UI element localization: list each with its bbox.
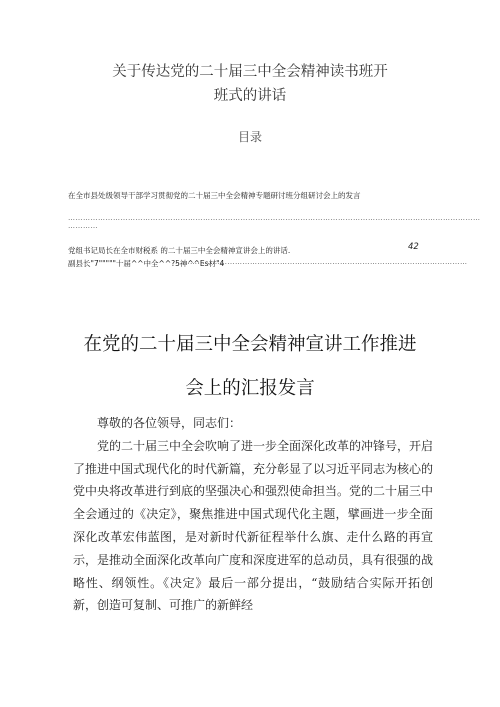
toc-leader-dots: …………………………………………………………………………………………………………………………………………………: [68, 214, 481, 222]
toc-page-number: 42: [408, 242, 419, 252]
body-paragraph: 党的二十届三中全会吹响了进一步全面深化改革的冲锋号，开启了推进中国式现代化的时代新篇，充分彰显了以习近平同志为核心的党中央将改革进行到底的坚强决心和强烈使命担当。党的二十届三中全会通过的《决定》，聚焦推进中国式现代化主题，擘画进一步全面深化改革宏伟蓝图，是对新时代新征程举什么旗、走什么路的再宣示，是推动全面深化改革向广度和深度进军的总动员，具有很强的战略性、纲领性。《决定》最后一部分提出，“鼓励结合实际开拓创新，创造可复制、可推广的新鲜经: [73, 438, 434, 613]
document-title-line: 班式的讲话: [213, 88, 287, 104]
section-title: [30, 323, 470, 411]
section-title-line: 在党的二十届三中全会精神宣讲工作推进: [83, 334, 417, 355]
toc-entry[interactable]: 副县长"7"""""十届^^中全^^?5神^^Es材"4: [68, 259, 225, 268]
toc-leader-dots: ………………………………………………………………………………………………………: [175, 258, 468, 266]
salutation: 尊敬的各位领导，同志们：: [97, 416, 242, 430]
document-title-line: 关于传达党的二十届三中全会精神读书班开: [112, 64, 388, 80]
speech-body: [73, 412, 433, 617]
document-title: [40, 60, 460, 108]
toc-heading: 目录: [237, 130, 262, 144]
section-title-line: 会上的汇报发言: [185, 378, 315, 399]
toc-leader-dots: …………: [68, 222, 98, 230]
toc-entry[interactable]: 党组书记局长在全市财税系 的二十届三中全会精神宣讲会上的讲话.: [68, 246, 291, 255]
toc-entry[interactable]: 在全市县处级领导干部学习贯彻党的二十届三中全会精神专题研讨班分组研讨会上的发言: [68, 191, 361, 200]
